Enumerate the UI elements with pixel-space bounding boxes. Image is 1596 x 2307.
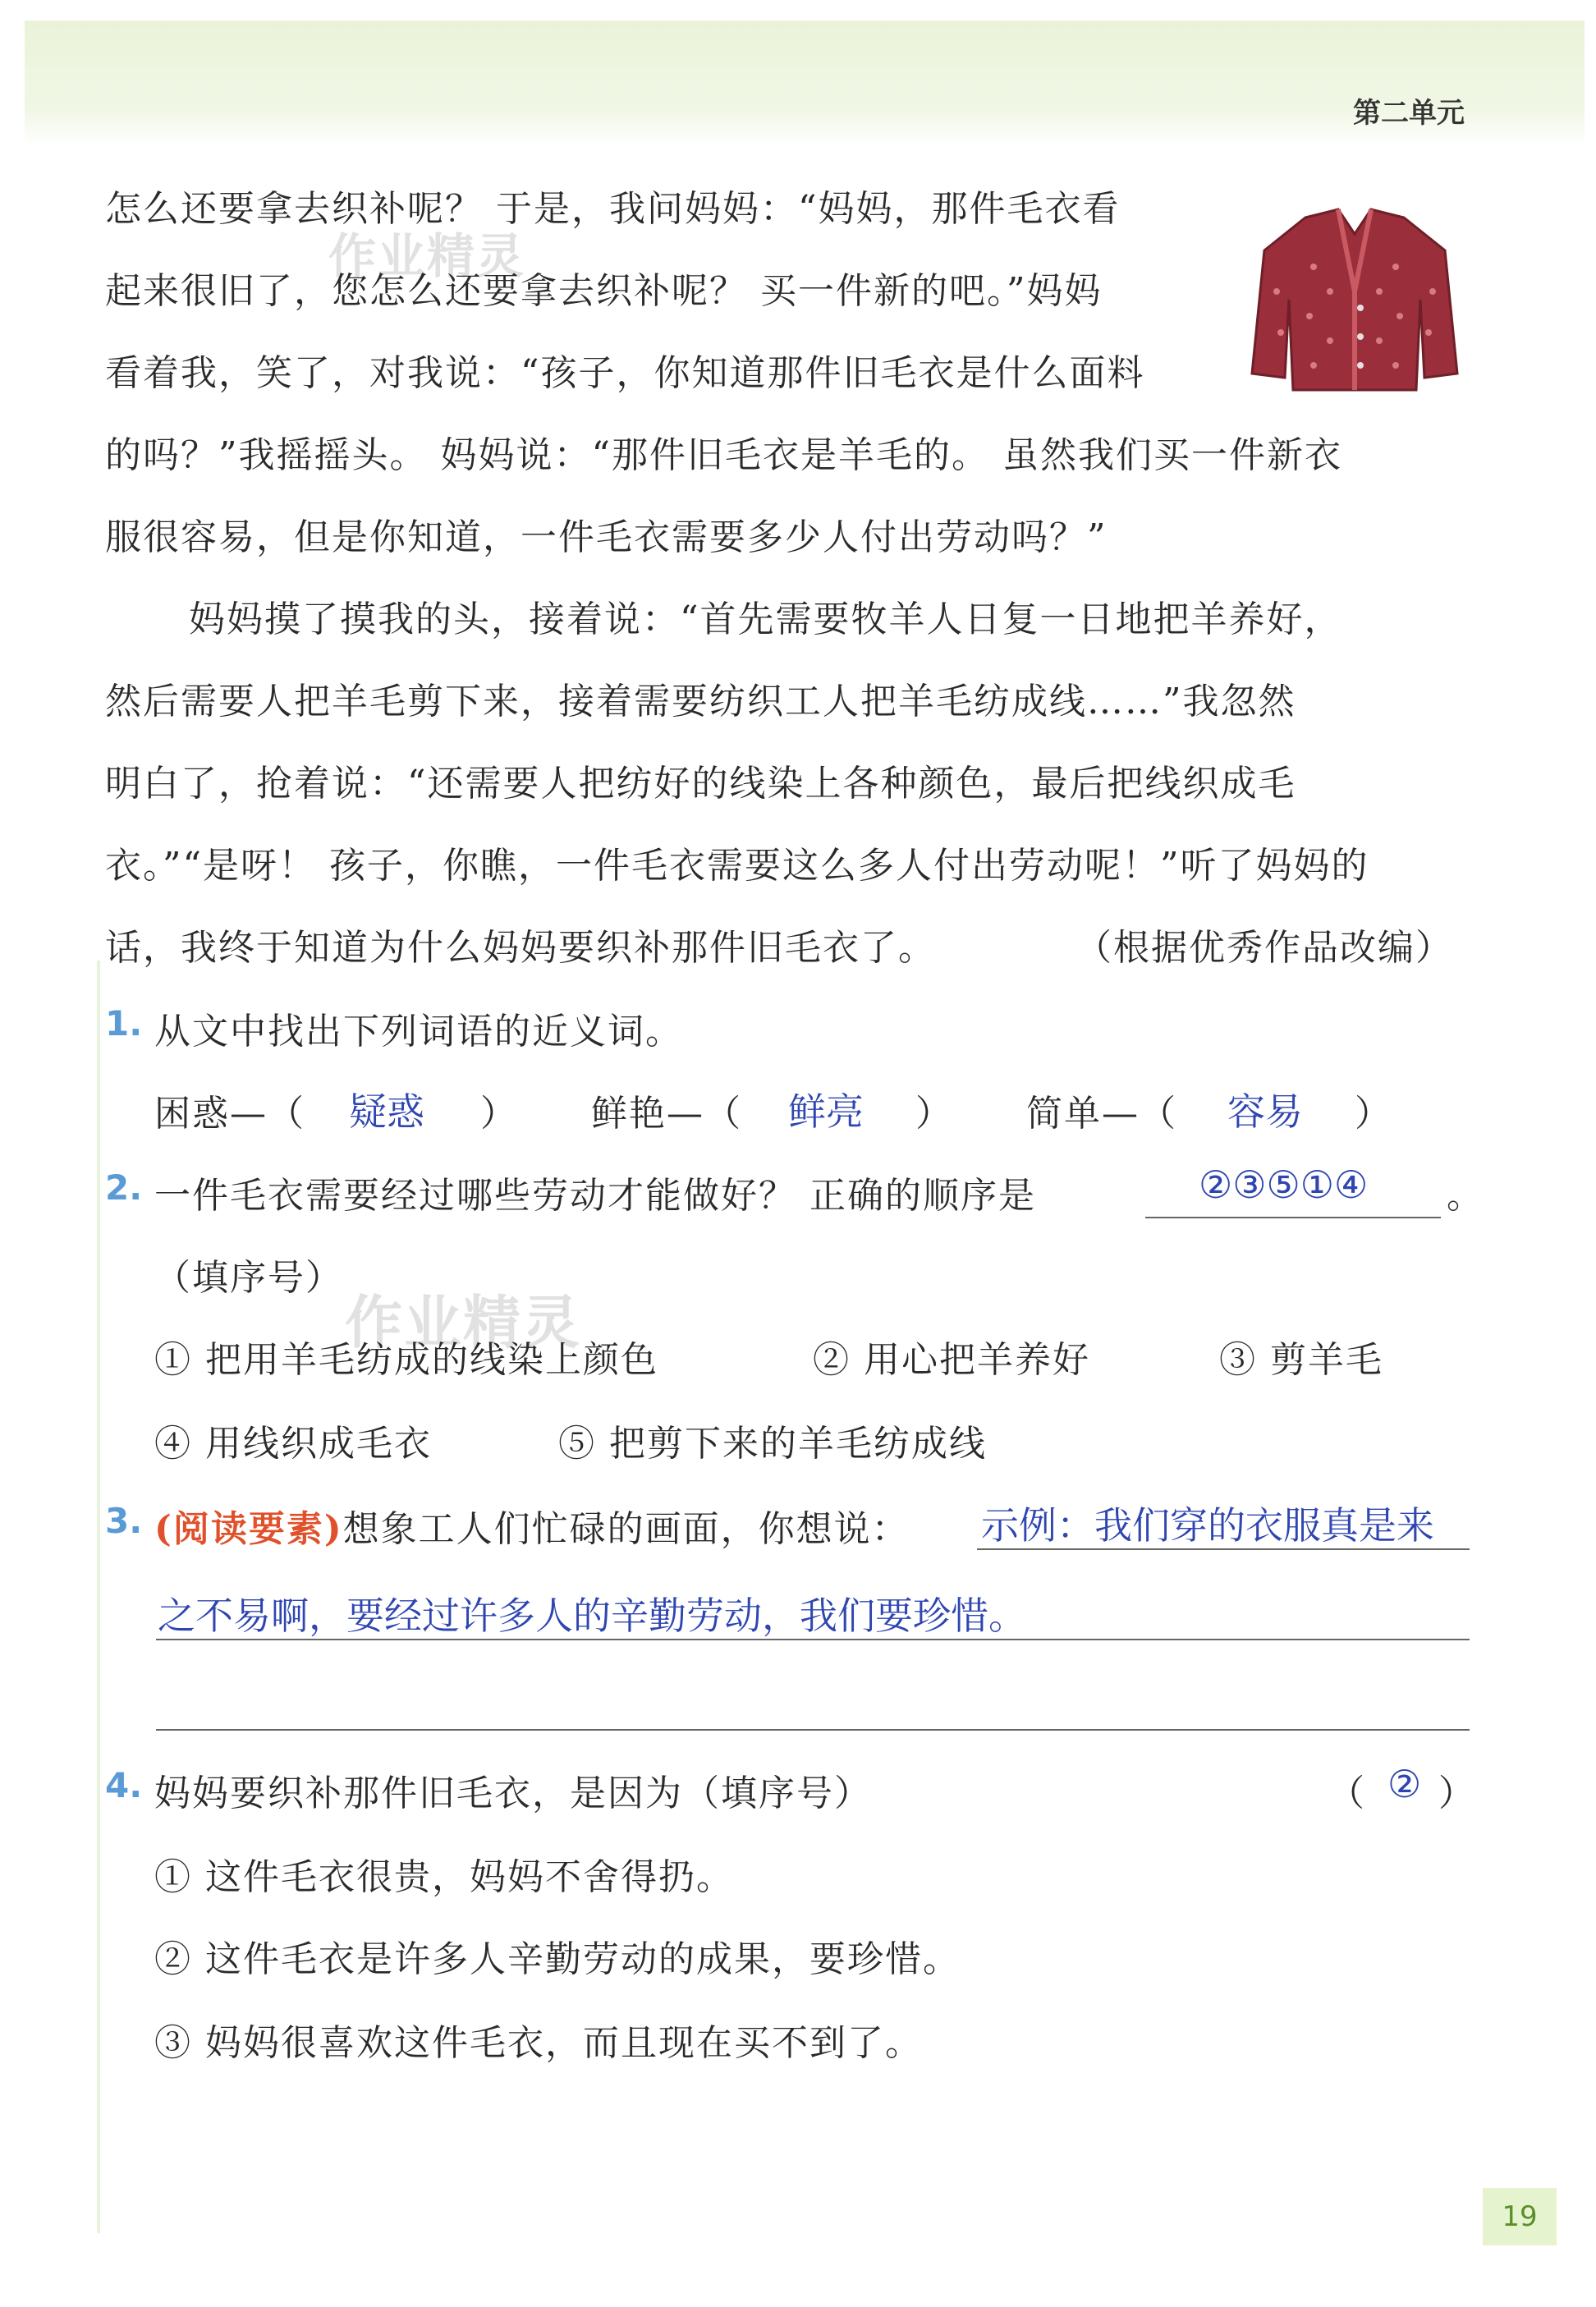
q4-answer[interactable]: ② <box>1387 1762 1422 1806</box>
unit-label: 第二单元 <box>1353 97 1465 130</box>
q4-option: ③ 妈妈很喜欢这件毛衣，而且现在买不到了。 <box>154 2022 923 2064</box>
q2-end: 。 <box>1447 1175 1484 1217</box>
q2-option: ⑤ 把剪下来的羊毛纺成线 <box>558 1423 987 1465</box>
q3-answer[interactable]: 之不易啊，要经过许多人的辛勤劳动，我们要珍惜。 <box>158 1594 1026 1638</box>
q4-paren-close: ） <box>1438 1773 1476 1814</box>
q1-close: ） <box>1355 1093 1392 1135</box>
q1-answer[interactable]: 容易 <box>1227 1089 1303 1134</box>
passage-line: 怎么还要拿去织补呢？ 于是，我问妈妈：“妈妈，那件毛衣看 <box>105 188 1121 230</box>
sweater-illustration <box>1248 201 1461 398</box>
q2-answer[interactable]: ②③⑤①④ <box>1199 1163 1369 1207</box>
q1-prompt: 从文中找出下列词语的近义词。 <box>154 1011 683 1053</box>
q3-answer[interactable]: 示例：我们穿的衣服真是来 <box>981 1503 1434 1548</box>
q1-answer[interactable]: 鲜亮 <box>788 1089 864 1134</box>
passage-line: 衣。”“是呀！ 孩子，你瞧，一件毛衣需要这么多人付出劳动呢！”听了妈妈的 <box>105 845 1369 887</box>
q1-answer[interactable]: 疑惑 <box>349 1089 424 1134</box>
page-number: 19 <box>1483 2188 1557 2245</box>
q4-paren-open: （ <box>1328 1773 1366 1814</box>
q2-prompt: 一件毛衣需要经过哪些劳动才能做好？ 正确的顺序是 <box>154 1175 1036 1217</box>
passage-line: 明白了，抢着说：“还需要人把纺好的线染上各种颜色，最后把线织成毛 <box>105 763 1296 805</box>
passage-line: 话，我终于知道为什么妈妈要织补那件旧毛衣了。 <box>105 927 936 969</box>
q2-option: ③ 剪羊毛 <box>1219 1339 1383 1381</box>
passage-line: 起来很旧了，您怎么还要拿去织补呢？ 买一件新的吧。”妈妈 <box>105 270 1103 312</box>
q4-prompt: 妈妈要织补那件旧毛衣，是因为（填序号） <box>154 1773 872 1814</box>
passage-line: 妈妈摸了摸我的头，接着说：“首先需要牧羊人日复一日地把羊养好， <box>189 599 1342 640</box>
question-number: 1. <box>105 1003 143 1043</box>
q2-option: ② 用心把羊养好 <box>813 1339 1090 1381</box>
watermark: 作业精灵 <box>328 228 526 284</box>
q1-close: ） <box>480 1093 518 1135</box>
q2-note: （填序号） <box>154 1257 343 1299</box>
margin-rule <box>97 961 100 2233</box>
q3-answer-line[interactable] <box>156 1683 1470 1731</box>
q3-heading <box>154 1499 910 1552</box>
q1-close: ） <box>915 1093 953 1135</box>
q2-option: ④ 用线织成毛衣 <box>154 1423 432 1465</box>
q2-option: ① 把用羊毛纺成的线染上颜色 <box>154 1339 658 1381</box>
question-number: 3. <box>105 1501 143 1541</box>
reading-element-tag: (阅读要素) <box>154 1508 343 1550</box>
header-band <box>25 21 1585 148</box>
q1-word: 鲜艳—（ <box>591 1093 742 1135</box>
watermark: 作业精灵 <box>345 1289 581 1356</box>
question-number: 4. <box>105 1765 143 1805</box>
passage-line: 然后需要人把羊毛剪下来，接着需要纺织工人把羊毛纺成线……”我忽然 <box>105 681 1296 722</box>
passage-source: （根据优秀作品改编） <box>1075 927 1453 969</box>
question-number: 2. <box>105 1167 143 1208</box>
q1-word: 困惑—（ <box>154 1093 305 1135</box>
passage-line: 的吗？”我摇摇头。 妈妈说：“那件旧毛衣是羊毛的。 虽然我们买一件新衣 <box>105 434 1342 476</box>
q3-prompt: 想象工人们忙碌的画面，你想说： <box>342 1508 910 1550</box>
q1-word: 简单—（ <box>1026 1093 1177 1135</box>
q4-option: ② 这件毛衣是许多人辛勤劳动的成果，要珍惜。 <box>154 1938 961 1980</box>
passage-line: 服很容易，但是你知道，一件毛衣需要多少人付出劳动吗？” <box>105 516 1108 558</box>
passage-line: 看着我，笑了，对我说：“孩子，你知道那件旧毛衣是什么面料 <box>105 352 1145 394</box>
q4-option: ① 这件毛衣很贵，妈妈不舍得扔。 <box>154 1856 734 1898</box>
